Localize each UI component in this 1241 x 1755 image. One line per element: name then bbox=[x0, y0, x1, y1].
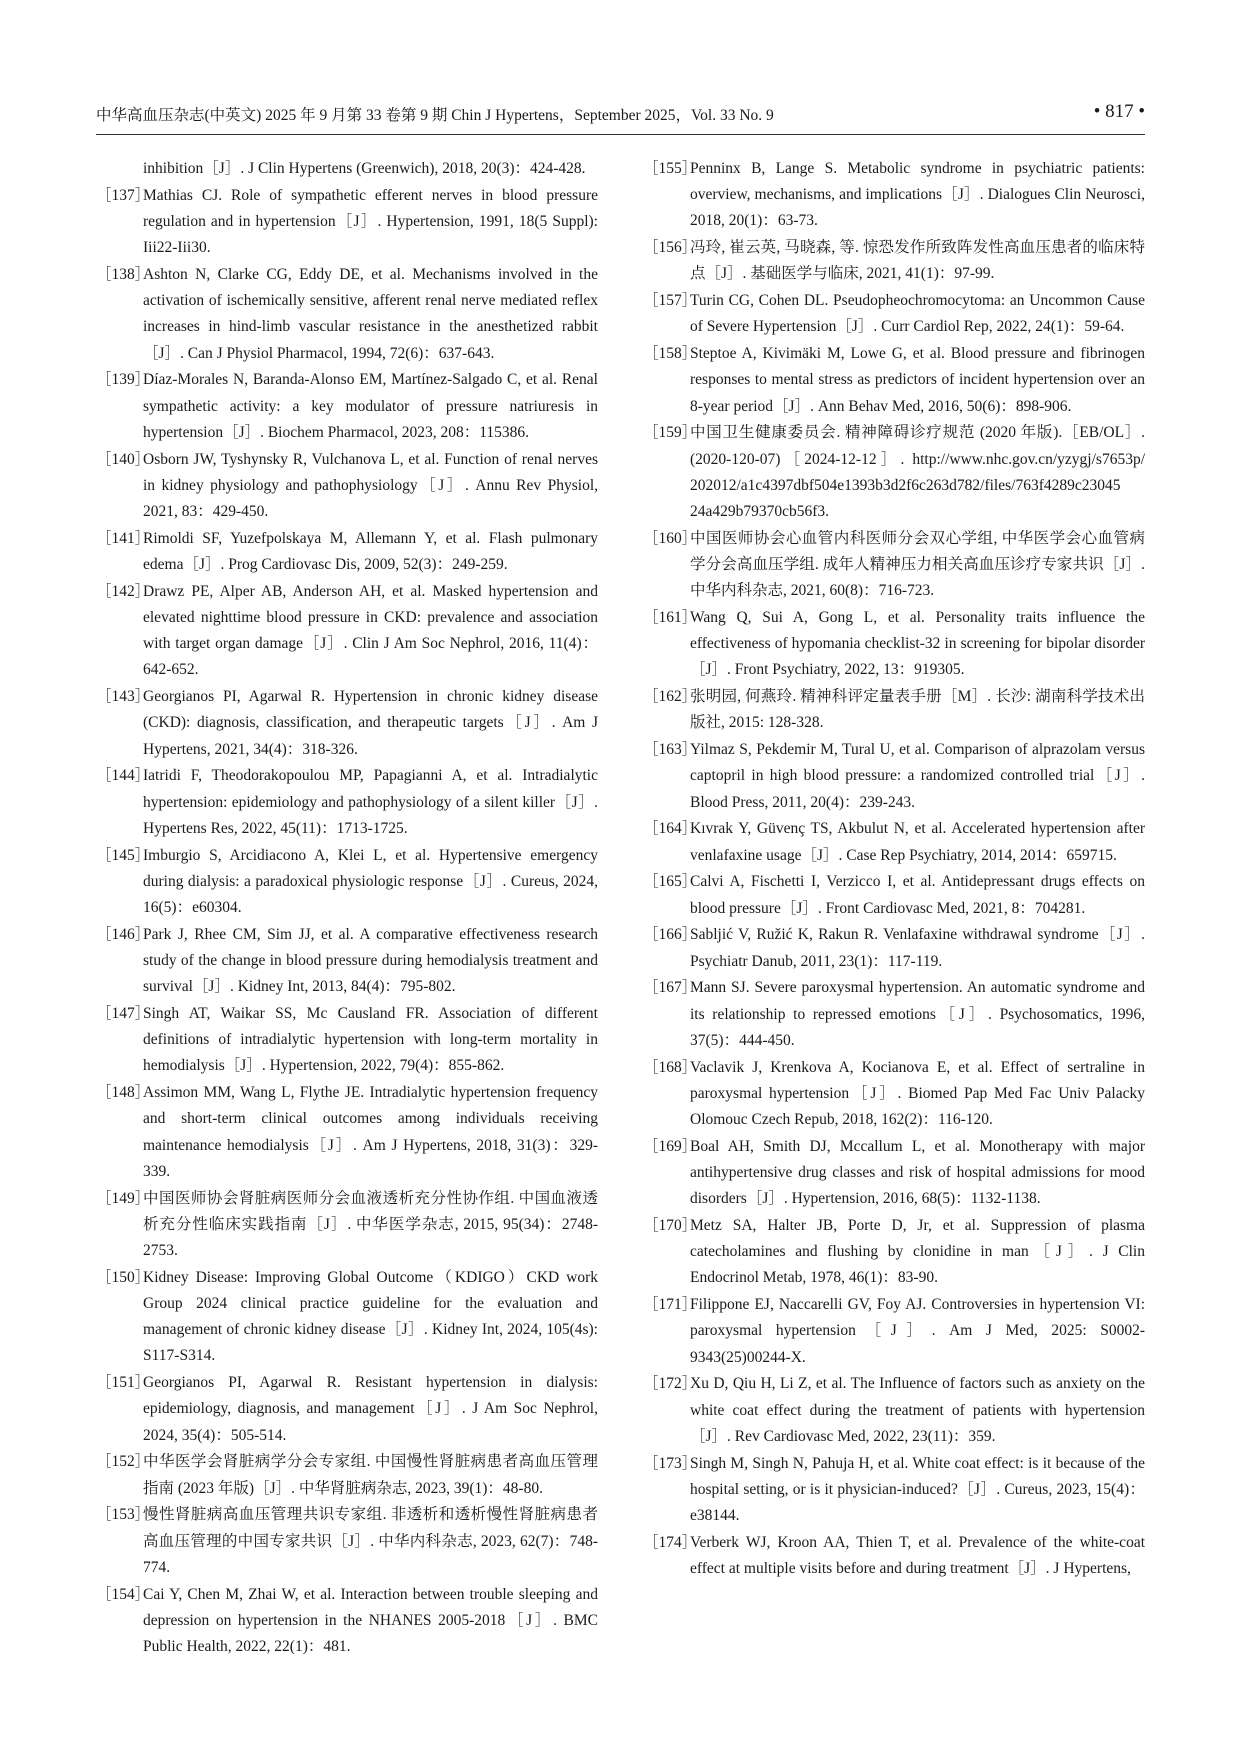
reference-item bbox=[643, 526, 1145, 605]
reference-text: 张明园, 何燕玲. 精神科评定量表手册［M］. 长沙: 湖南科学技术出版社, 2015: 128-328. bbox=[690, 688, 1145, 732]
journal-running-title: 中华高血压杂志(中英文) 2025 年 9 月第 33 卷第 9 期 Chin J Hypertens，September 2025，Vol. 33 No. 9 bbox=[96, 107, 774, 124]
reference-number: ［174］ bbox=[643, 1533, 698, 1551]
reference-text: Wang Q, Sui A, Gong L, et al. Personality traits influence the effectiveness of hypomania checklist-32 in screening for bipolar disorder［J］. Front Psychiatry, 2022, 13：919305. bbox=[690, 609, 1145, 679]
reference-number: ［168］ bbox=[643, 1058, 698, 1076]
reference-item bbox=[96, 1502, 598, 1581]
page-number: • 817 • bbox=[1093, 101, 1145, 122]
reference-number: ［170］ bbox=[643, 1217, 698, 1235]
reference-text: 慢性肾脏病高血压管理共识专家组. 非透析和透析慢性肾脏病患者高血压管理的中国专家共识［J］. 中华内科杂志, 2023, 62(7)：748-774. bbox=[143, 1506, 598, 1576]
reference-text: Georgianos PI, Agarwal R. Resistant hypertension in dialysis: epidemiology, diagnosis, and management［J］. J Am Soc Nephrol, 2024, 35(4)：505-514. bbox=[143, 1374, 598, 1444]
reference-item bbox=[643, 816, 1145, 868]
reference-text: Ashton N, Clarke CG, Eddy DE, et al. Mechanisms involved in the activation of ischemically sensitive, afferent renal nerve mediated reflex increases in hind-limb vascular resistance in the anesthetized rabbit［J］. Can J Physiol Pharmacol, 1994, 72(6)：637-643. bbox=[143, 266, 598, 362]
reference-number: ［171］ bbox=[643, 1296, 698, 1314]
reference-item bbox=[643, 1055, 1145, 1134]
reference-item bbox=[643, 288, 1145, 340]
reference-item bbox=[643, 605, 1145, 684]
reference-text: Iatridi F, Theodorakopoulou MP, Papagianni A, et al. Intradialytic hypertension: epidemiology and pathophysiology of a silent killer［J］. Hypertens Res, 2022, 45(11)：1713-1725. bbox=[143, 767, 598, 837]
reference-number: ［165］ bbox=[643, 873, 698, 891]
reference-text: Mann SJ. Severe paroxysmal hypertension. An automatic syndrome and its relationship to repressed emotions［J］. Psychosomatics, 1996, 37(5)：444-450. bbox=[690, 979, 1145, 1049]
reference-item bbox=[643, 737, 1145, 816]
reference-column-left bbox=[96, 156, 598, 1661]
reference-text: 中国医师协会肾脏病医师分会血液透析充分性协作组. 中国血液透析充分性临床实践指南［J］. 中华医学杂志, 2015, 95(34)：2748-2753. bbox=[143, 1189, 598, 1260]
reference-text: Xu D, Qiu H, Li Z, et al. The Influence of factors such as anxiety on the white coat effect during the treatment of patients with hypertension［J］. Rev Cardiovasc Med, 2022, 23(11)：359. bbox=[690, 1375, 1145, 1445]
reference-number: ［139］ bbox=[96, 371, 151, 389]
reference-item bbox=[96, 579, 598, 684]
reference-item bbox=[96, 1370, 598, 1449]
reference-item bbox=[643, 341, 1145, 420]
running-header bbox=[96, 103, 1145, 131]
reference-number: ［138］ bbox=[96, 266, 151, 283]
reference-number: ［140］ bbox=[96, 450, 151, 468]
reference-text: Filippone EJ, Naccarelli GV, Foy AJ. Controversies in hypertension VI: paroxysmal hypertension［J］. Am J Med, 2025: S0002-9343(25)00244-X. bbox=[690, 1296, 1145, 1366]
reference-number: ［141］ bbox=[96, 529, 151, 547]
reference-number: ［147］ bbox=[96, 1005, 151, 1023]
reference-text: 中华医学会肾脏病学分会专家组. 中国慢性肾脏病患者高血压管理指南 (2023 年版)［J］. 中华肾脏病杂志, 2023, 39(1)：48-80. bbox=[143, 1453, 598, 1497]
reference-number: ［146］ bbox=[96, 925, 151, 943]
reference-item bbox=[643, 922, 1145, 974]
reference-text: Georgianos PI, Agarwal R. Hypertension in chronic kidney disease (CKD): diagnosis, classification, and therapeutic targets［J］. Am J Hypertens, 2021, 34(4)：318-326. bbox=[143, 688, 598, 758]
reference-item bbox=[643, 1134, 1145, 1213]
reference-text: Singh M, Singh N, Pahuja H, et al. White coat effect: is it because of the hospital setting, or is it physician-induced?［J］. Cureus, 2023, 15(4)：e38144. bbox=[690, 1454, 1145, 1525]
reference-item bbox=[643, 869, 1145, 921]
reference-item bbox=[96, 1582, 598, 1661]
reference-number: ［151］ bbox=[96, 1374, 151, 1392]
reference-item bbox=[96, 843, 598, 922]
reference-item bbox=[96, 156, 598, 182]
reference-text: 中国卫生健康委员会. 精神障碍诊疗规范 (2020 年版).［EB/OL］. (2020-120-07)［2024-12-12］. http://www.nhc.gov.cn/yzygj/s7653p/ 202012/a1c4397dbf504e1393b3d2f6c263d782/files/763f4289c23045 24a429b79370cb56f3. bbox=[690, 424, 1145, 521]
reference-column-right bbox=[643, 156, 1145, 1583]
reference-item bbox=[96, 447, 598, 526]
reference-number: ［150］ bbox=[96, 1268, 151, 1286]
reference-text: Assimon MM, Wang L, Flythe JE. Intradialytic hypertension frequency and short-term clinical outcomes among individuals receiving maintenance hemodialysis［J］. Am J Hypertens, 2018, 31(3)：329-339. bbox=[143, 1084, 598, 1180]
reference-text: Rimoldi SF, Yuzefpolskaya M, Allemann Y, et al. Flash pulmonary edema［J］. Prog Cardiovasc Dis, 2009, 52(3)：249-259. bbox=[143, 529, 598, 574]
reference-text: Verberk WJ, Kroon AA, Thien T, et al. Prevalence of the white-coat effect at multiple visits before and during treatment［J］. J Hypertens, bbox=[690, 1533, 1145, 1578]
reference-text: Díaz-Morales N, Baranda-Alonso EM, Martínez-Salgado C, et al. Renal sympathetic activity: a key modulator of pressure natriuresis in hypertension［J］. Biochem Pharmacol, 2023, 208：115386. bbox=[143, 371, 598, 441]
reference-number: ［159］ bbox=[643, 424, 698, 442]
reference-text: Kidney Disease: Improving Global Outcome（KDIGO）CKD work Group 2024 clinical practice guideline for the evaluation and management of chronic kidney disease［J］. Kidney Int, 2024, 105(4s): S117-S314. bbox=[143, 1268, 598, 1365]
reference-number: ［169］ bbox=[643, 1137, 698, 1155]
reference-item bbox=[643, 1451, 1145, 1530]
reference-item bbox=[643, 975, 1145, 1054]
reference-number: ［155］ bbox=[643, 160, 698, 177]
reference-item bbox=[96, 183, 598, 262]
reference-number: ［157］ bbox=[643, 292, 698, 310]
reference-item bbox=[96, 1449, 598, 1501]
reference-text: Singh AT, Waikar SS, Mc Causland FR. Association of different definitions of intradialytic hypertension with long-term mortality in hemodialysis［J］. Hypertension, 2022, 79(4)：855-862. bbox=[143, 1005, 598, 1075]
reference-number: ［144］ bbox=[96, 767, 151, 785]
reference-text: inhibition［J］. J Clin Hypertens (Greenwich), 2018, 20(3)：424-428. bbox=[143, 160, 586, 177]
reference-number: ［160］ bbox=[643, 529, 698, 547]
reference-item bbox=[96, 1265, 598, 1370]
reference-text: Imburgio S, Arcidiacono A, Klei L, et al. Hypertensive emergency during dialysis: a paradoxical physiologic response［J］. Cureus, 2024, 16(5)：e60304. bbox=[143, 846, 598, 917]
reference-item bbox=[96, 367, 598, 446]
reference-number: ［161］ bbox=[643, 609, 698, 627]
reference-number: ［142］ bbox=[96, 582, 151, 600]
reference-text: Drawz PE, Alper AB, Anderson AH, et al. Masked hypertension and elevated nighttime blood pressure in CKD: prevalence and association with target organ damage［J］. Clin J Am Soc Nephrol, 2016, 11(4)：642-652. bbox=[143, 582, 598, 679]
reference-number: ［167］ bbox=[643, 979, 698, 997]
reference-item bbox=[96, 763, 598, 842]
reference-item bbox=[643, 235, 1145, 287]
reference-item bbox=[643, 420, 1145, 525]
reference-text: Osborn JW, Tyshynsky R, Vulchanova L, et al. Function of renal nerves in kidney physiology and pathophysiology［J］. Annu Rev Physiol, 2021, 83：429-450. bbox=[143, 450, 598, 521]
reference-item bbox=[96, 262, 598, 367]
reference-item bbox=[643, 1371, 1145, 1450]
reference-number: ［148］ bbox=[96, 1084, 151, 1102]
reference-item bbox=[96, 1186, 598, 1265]
reference-text: Turin CG, Cohen DL. Pseudopheochromocytoma: an Uncommon Cause of Severe Hypertension［J］. Curr Cardiol Rep, 2022, 24(1)：59-64. bbox=[690, 292, 1145, 336]
reference-text: Mathias CJ. Role of sympathetic efferent nerves in blood pressure regulation and in hypertension［J］. Hypertension, 1991, 18(5 Suppl): Iii22-Iii30. bbox=[143, 186, 598, 257]
reference-text: Steptoe A, Kivimäki M, Lowe G, et al. Blood pressure and fibrinogen responses to mental stress as predictors of incident hypertension over an 8-year period［J］. Ann Behav Med, 2016, 50(6)：898-906. bbox=[690, 345, 1145, 415]
reference-item bbox=[643, 1530, 1145, 1582]
reference-number: ［154］ bbox=[96, 1585, 151, 1603]
reference-number: ［164］ bbox=[643, 820, 698, 838]
reference-text: Penninx B, Lange S. Metabolic syndrome in psychiatric patients: overview, mechanisms, and implications［J］. Dialogues Clin Neurosci, 2018, 20(1)：63-73. bbox=[690, 160, 1145, 230]
reference-item bbox=[96, 526, 598, 578]
reference-text: Sabljić V, Ružić K, Rakun R. Venlafaxine withdrawal syndrome［J］. Psychiatr Danub, 2011, 23(1)：117-119. bbox=[690, 926, 1145, 970]
reference-item bbox=[96, 922, 598, 1001]
reference-item bbox=[643, 156, 1145, 235]
reference-text: Yilmaz S, Pekdemir M, Tural U, et al. Comparison of alprazolam versus captopril in high blood pressure: a randomized controlled trial［J］. Blood Press, 2011, 20(4)：239-243. bbox=[690, 741, 1145, 811]
reference-number: ［172］ bbox=[643, 1375, 698, 1393]
reference-text: Cai Y, Chen M, Zhai W, et al. Interaction between trouble sleeping and depression on hypertension in the NHANES 2005-2018［J］. BMC Public Health, 2022, 22(1)：481. bbox=[143, 1585, 598, 1656]
reference-number: ［137］ bbox=[96, 186, 151, 204]
reference-text: Kıvrak Y, Güvenç TS, Akbulut N, et al. Accelerated hypertension after venlafaxine usage［J］. Case Rep Psychiatry, 2014, 2014：659715. bbox=[690, 820, 1145, 864]
reference-number: ［158］ bbox=[643, 345, 698, 363]
reference-text: Calvi A, Fischetti I, Verzicco I, et al. Antidepressant drugs effects on blood pressure［J］. Front Cardiovasc Med, 2021, 8：704281. bbox=[690, 873, 1145, 917]
reference-number: ［143］ bbox=[96, 688, 151, 706]
reference-number: ［173］ bbox=[643, 1454, 698, 1472]
reference-number: ［153］ bbox=[96, 1506, 151, 1524]
reference-number: ［152］ bbox=[96, 1453, 151, 1471]
reference-item bbox=[643, 684, 1145, 736]
reference-number: ［156］ bbox=[643, 239, 698, 257]
reference-number: ［145］ bbox=[96, 846, 151, 864]
reference-item bbox=[96, 1080, 598, 1185]
header-rule bbox=[96, 134, 1145, 135]
reference-number: ［163］ bbox=[643, 741, 698, 759]
reference-number: ［149］ bbox=[96, 1189, 151, 1207]
reference-text: Metz SA, Halter JB, Porte D, Jr, et al. Suppression of plasma catecholamines and flushing by clonidine in man［J］. J Clin Endocrinol Metab, 1978, 46(1)：83-90. bbox=[690, 1217, 1145, 1287]
reference-item bbox=[643, 1292, 1145, 1371]
reference-text: 冯玲, 崔云英, 马晓森, 等. 惊恐发作所致阵发性高血压患者的临床特点［J］. 基础医学与临床, 2021, 41(1)：97-99. bbox=[690, 239, 1145, 283]
reference-item bbox=[643, 1213, 1145, 1292]
reference-text: Boal AH, Smith DJ, Mccallum L, et al. Monotherapy with major antihypertensive drug classes and risk of hospital admissions for mood disorders［J］. Hypertension, 2016, 68(5)：1132-1138. bbox=[690, 1137, 1145, 1208]
reference-text: Vaclavik J, Krenkova A, Kocianova E, et al. Effect of sertraline in paroxysmal hypertension［J］. Biomed Pap Med Fac Univ Palacky Olomouc Czech Repub, 2018, 162(2)：116-120. bbox=[690, 1058, 1145, 1129]
reference-number: ［162］ bbox=[643, 688, 698, 706]
reference-number: ［166］ bbox=[643, 926, 698, 944]
reference-item bbox=[96, 1001, 598, 1080]
reference-text: 中国医师协会心血管内科医师分会双心学组, 中华医学会心血管病学分会高血压学组. 成年人精神压力相关高血压诊疗专家共识［J］. 中华内科杂志, 2021, 60(8)：716-723. bbox=[690, 529, 1145, 600]
reference-item bbox=[96, 684, 598, 763]
reference-text: Park J, Rhee CM, Sim JJ, et al. A comparative effectiveness research study of the change in blood pressure during hemodialysis treatment and survival［J］. Kidney Int, 2013, 84(4)：795-802. bbox=[143, 925, 598, 996]
